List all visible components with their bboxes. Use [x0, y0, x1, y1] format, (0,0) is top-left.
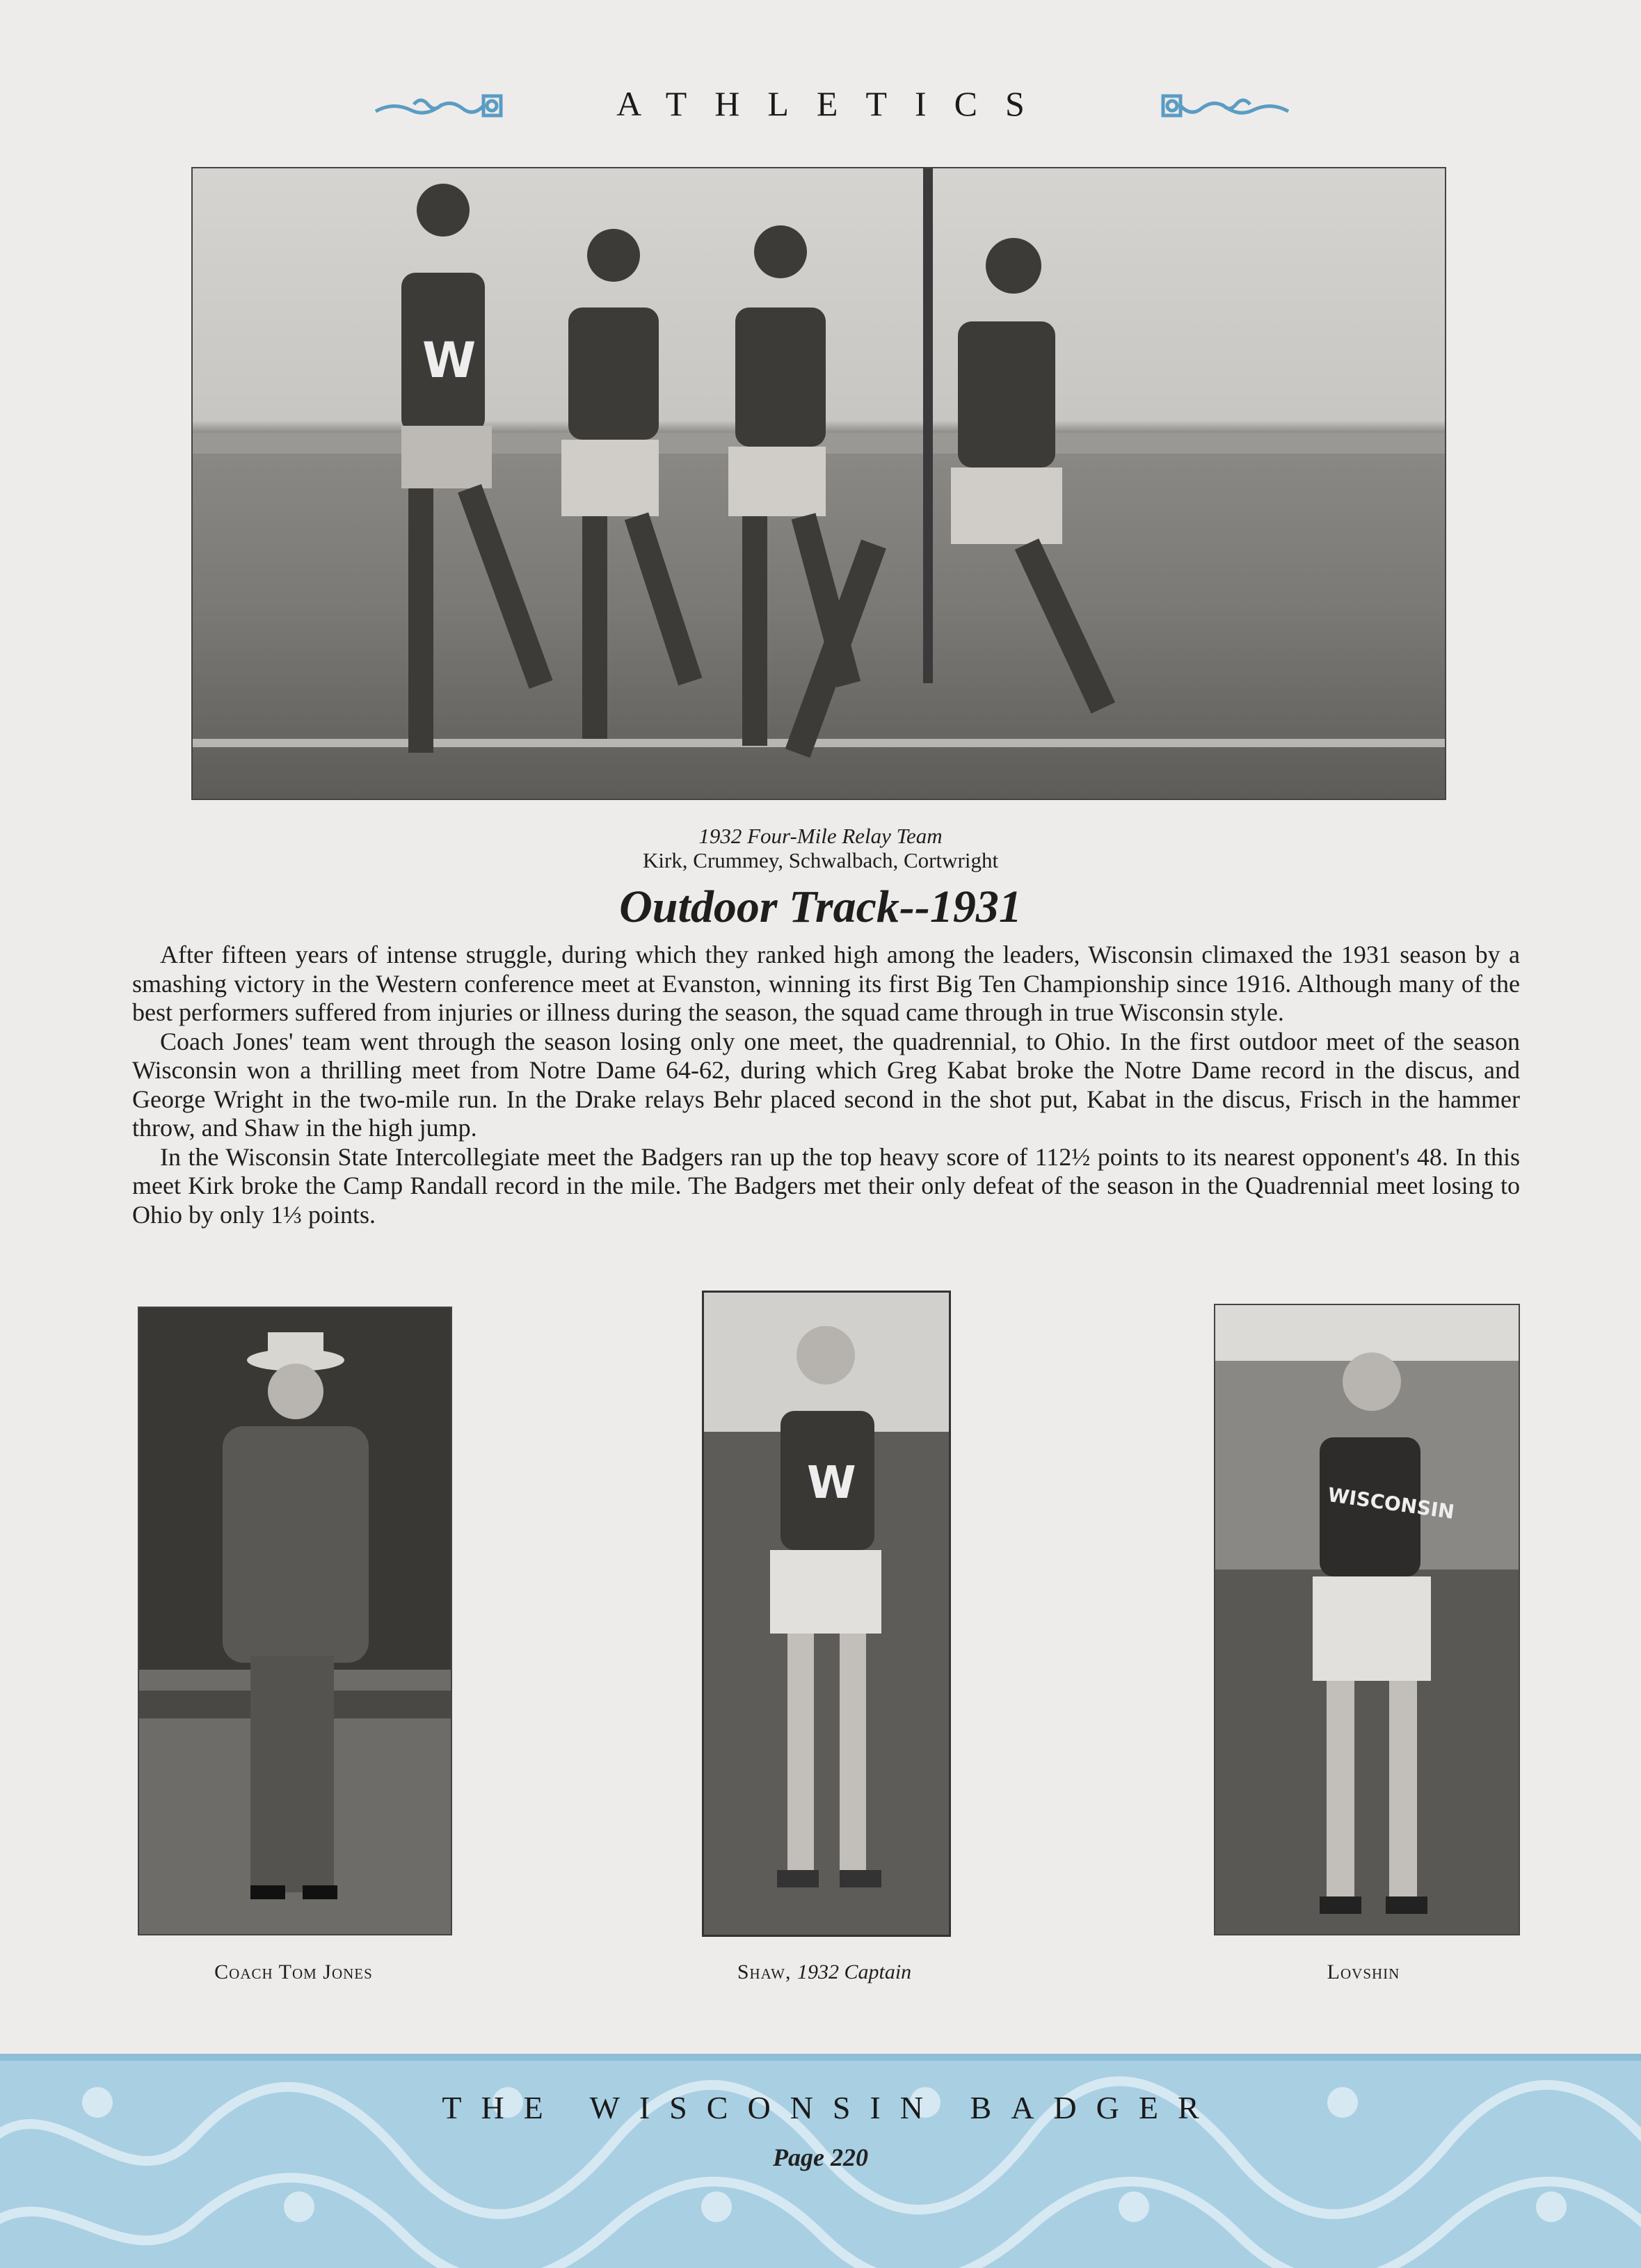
shaw-portrait-photo: [702, 1291, 951, 1937]
footer-publication-title: THE WISCONSIN BADGER: [442, 2090, 1219, 2125]
page-header-title: ATHLETICS: [616, 84, 1052, 123]
page-number: Page 220: [773, 2143, 868, 2171]
coach-caption: Coach Tom Jones: [214, 1960, 373, 1983]
svg-text:W: W: [422, 332, 477, 389]
shaw-caption-name: Shaw,: [737, 1960, 792, 1983]
coach-portrait-photo: [138, 1307, 452, 1935]
relay-photo-caption-title: 1932 Four-Mile Relay Team: [698, 824, 943, 848]
shaw-caption: [657, 1960, 991, 1984]
right-scroll-ornament: [1160, 89, 1292, 124]
shaw-caption-role: 1932 Captain: [797, 1960, 912, 1983]
relay-photo-caption-names: Kirk, Crummey, Schwalbach, Cortwright: [642, 848, 999, 872]
article-paragraph: After fifteen years of intense struggle, during which they ranked high among the leaders, Wisconsin climaxed the 1931 season by a smashing victory in the Western conference meet at Evanston, winning its first Big Ten Championship since 1916. Although many of the best performers suffered from injuries or illness during the season, the squad came through in true Wisconsin style.: [132, 941, 1520, 1026]
lovshin-portrait-photo: [1214, 1304, 1520, 1935]
svg-text:W: W: [807, 1458, 856, 1509]
article-paragraph: Coach Jones' team went through the season losing only one meet, the quadrennial, to Ohio. In the first outdoor meet of the season Wisconsin won a thrilling meet from Notre Dame 64-62, during which Greg Kabat broke the Notre Dame record in the discus, and George Wright in the two-mile run. In the Drake relays Behr placed second in the shot put, Kabat in the discus, Frisch in the hammer throw, and Shaw in the high jump.: [132, 1027, 1520, 1142]
lovshin-caption: Lovshin: [1327, 1960, 1400, 1983]
section-heading: Outdoor Track--1931: [619, 881, 1022, 932]
relay-team-photo: [191, 167, 1446, 800]
article-paragraph: In the Wisconsin State Intercollegiate meet the Badgers ran up the top heavy score of 112½ points to its nearest opponent's 48. In this meet Kirk broke the Camp Randall record in the mile. The Badgers met their only defeat of the season in the Quadrennial meet losing to Ohio by only 1⅓ points.: [132, 1142, 1520, 1229]
article-body: [132, 941, 1520, 1229]
svg-text:WISCONSIN: WISCONSIN: [1326, 1483, 1456, 1524]
